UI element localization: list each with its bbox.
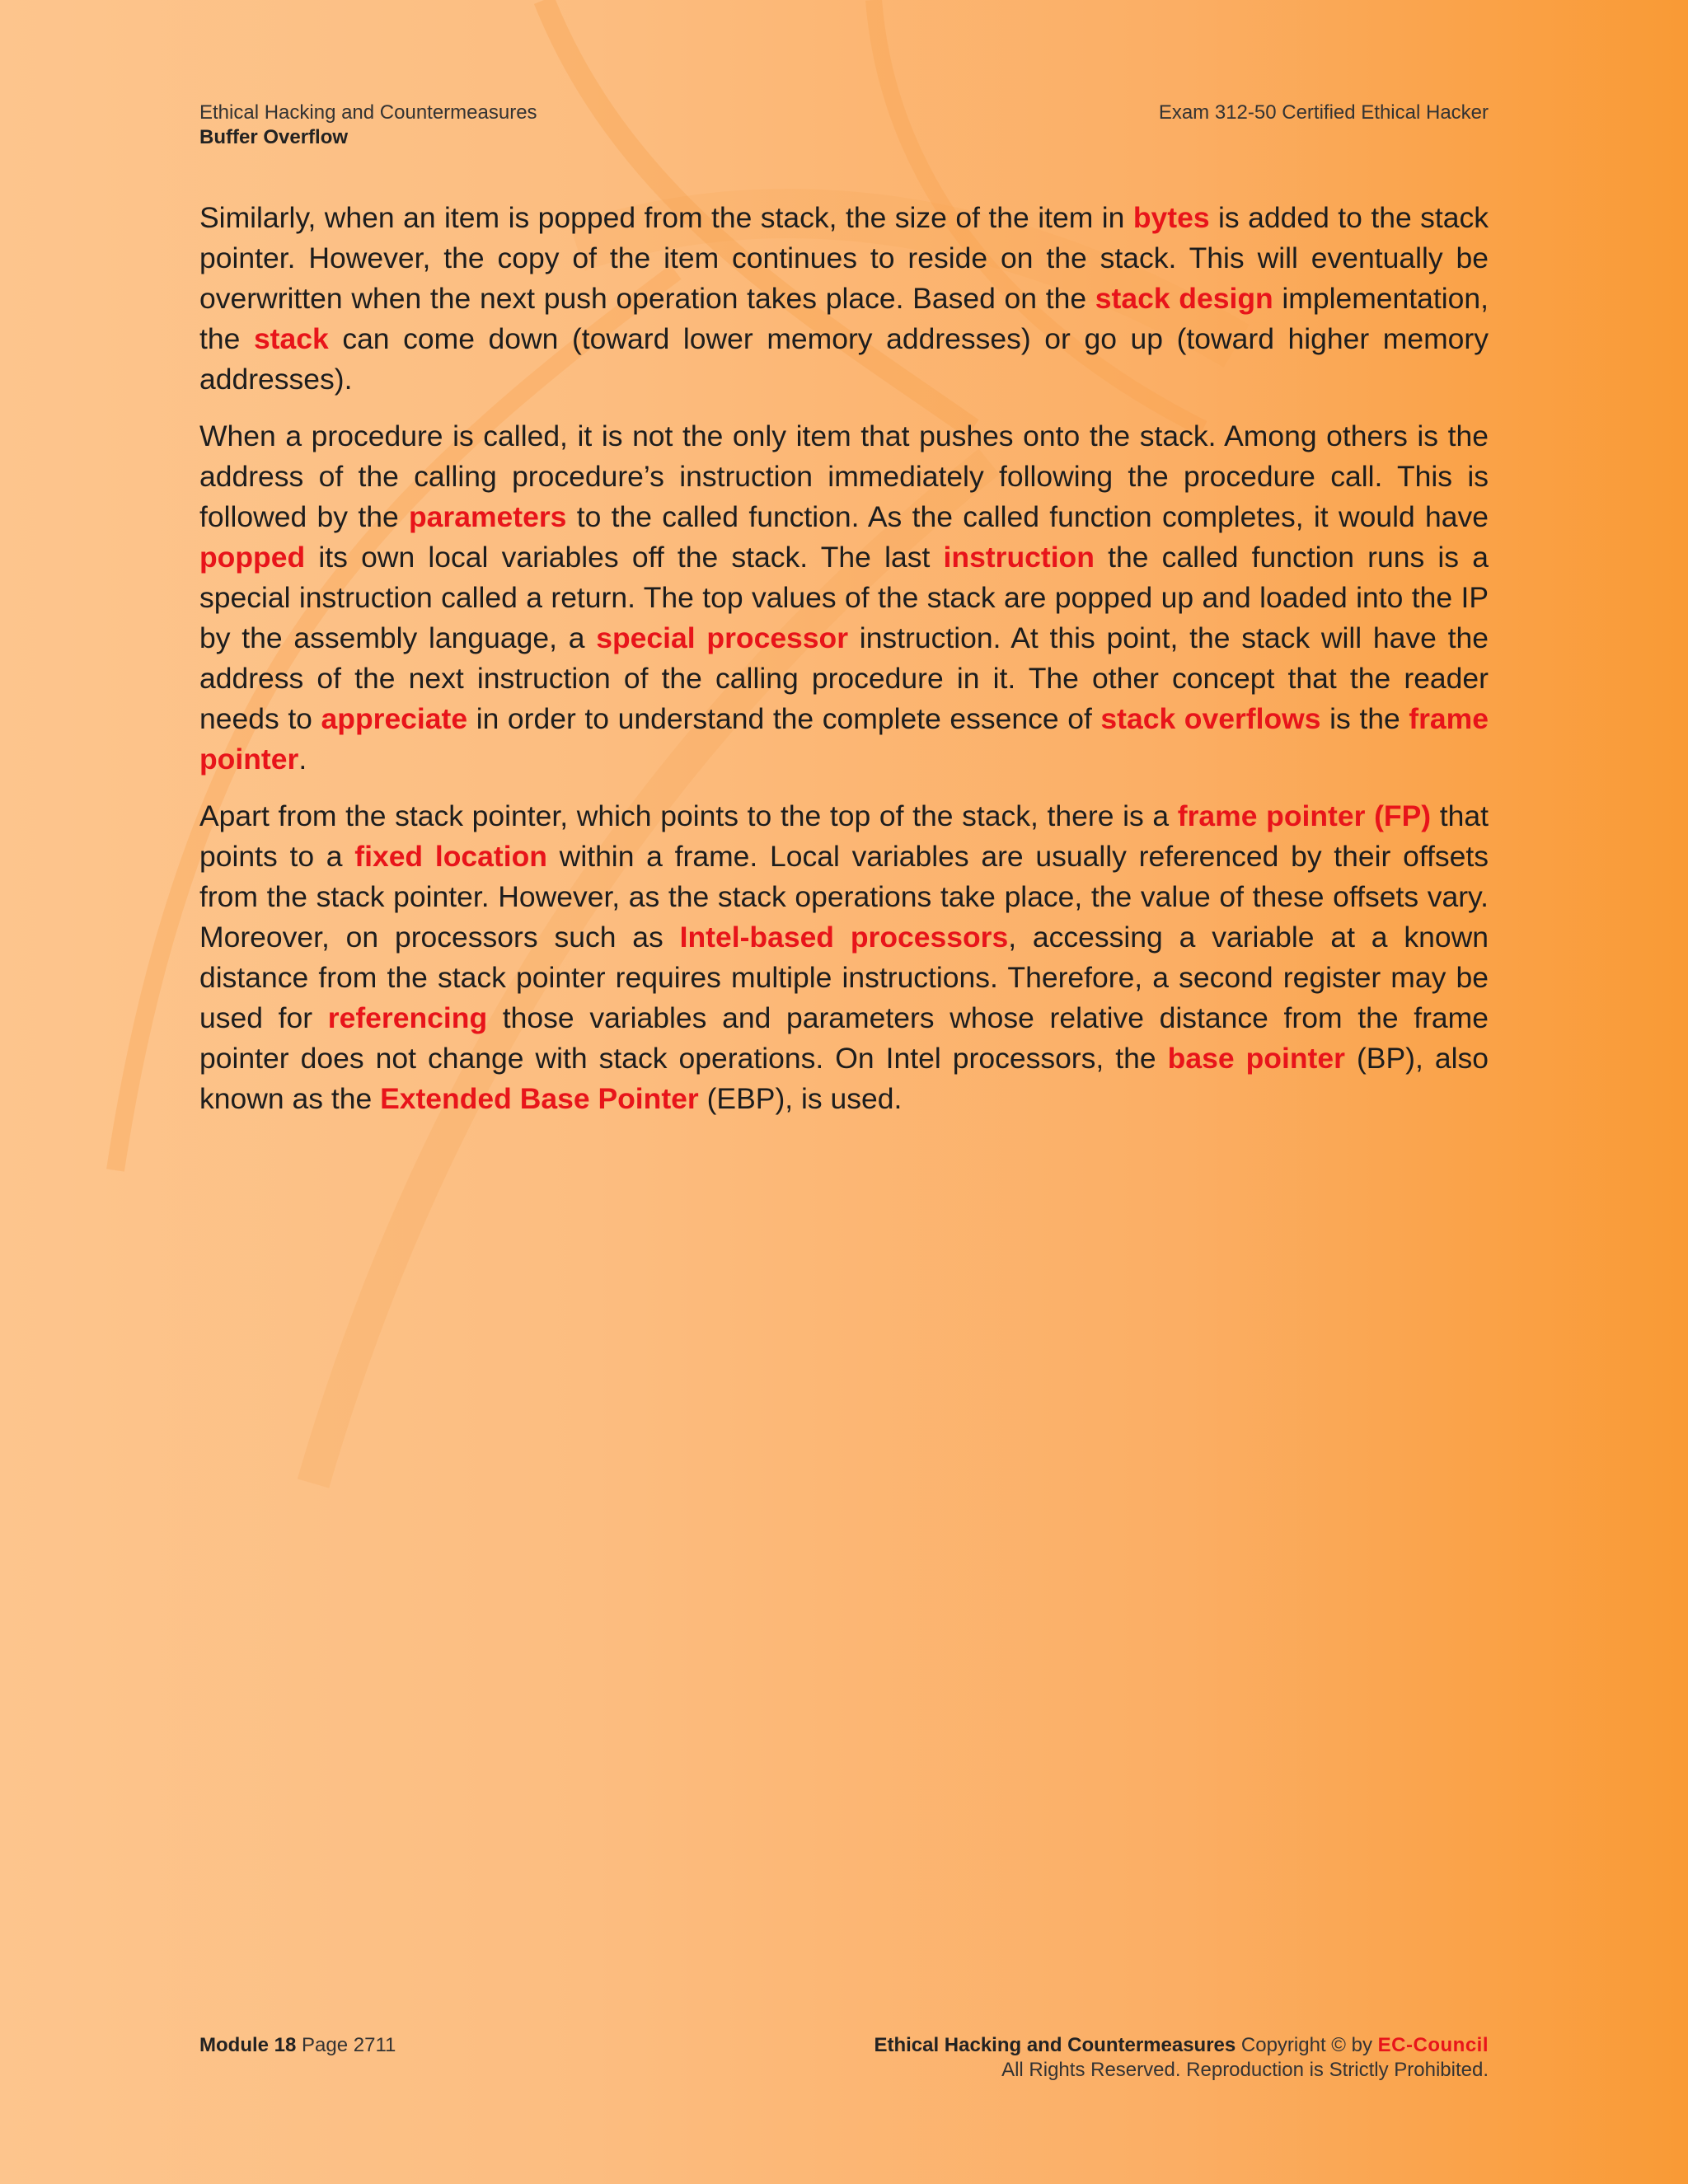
page-header-left <box>199 101 537 150</box>
paragraph-text: implementation, the <box>199 282 1489 355</box>
paragraph-text: is added to the stack pointer. However, the copy of the item continues to reside on the stack. This will eventually be overwritten when the next push operation takes place. Based on the <box>199 201 1489 315</box>
paragraph-text: in order to understand the complete essence of <box>467 702 1101 735</box>
footer-rights-text: All Rights Reserved. Reproduction is Strictly Prohibited. <box>1001 2059 1489 2081</box>
highlighted-keyword: popped <box>199 541 306 574</box>
body-paragraph <box>199 198 1489 400</box>
highlighted-keyword: Intel-based processors <box>679 921 1009 954</box>
footer-brand-logo: EC-Council <box>1377 2034 1489 2056</box>
paragraph-text: those variables and parameters whose relative distance from the frame pointer does not change with stack operations. On Intel processors, the <box>199 1001 1489 1075</box>
paragraph-text: Apart from the stack pointer, which points to the top of the stack, there is a <box>199 799 1178 832</box>
highlighted-keyword: Extended Base Pointer <box>380 1082 699 1115</box>
page-header-right <box>1159 101 1489 125</box>
header-exam-title: Exam 312-50 Certified Ethical Hacker <box>1158 101 1489 124</box>
body-paragraph <box>199 416 1489 780</box>
body-paragraph <box>199 796 1489 1119</box>
paragraph-text: , accessing a variable at a known distance from the stack pointer requires multiple instructions. Therefore, a second register may be used for <box>199 921 1489 1034</box>
footer-copyright-text: Copyright © by <box>1240 2034 1372 2056</box>
highlighted-keyword: stack <box>253 322 329 355</box>
paragraph-text: its own local variables off the stack. The last <box>305 541 944 574</box>
footer-copyright-title: Ethical Hacking and Countermeasures <box>874 2034 1236 2056</box>
highlighted-keyword: appreciate <box>321 702 468 735</box>
paragraph-text: (EBP), is used. <box>698 1082 903 1115</box>
paragraph-text: the called function runs is a special instruction called a return. The top values of the stack are popped up and loaded into the IP by the assembly language, a <box>199 541 1489 654</box>
page-footer-right <box>874 2033 1489 2083</box>
paragraph-text: When a procedure is called, it is not the only item that pushes onto the stack. Among others is the address of the calling procedure’s instruction immediately following the procedure call. This is followed by the <box>199 419 1489 533</box>
paragraph-text: to the called function. As the called function completes, it would have <box>566 500 1489 533</box>
paragraph-text: within a frame. Local variables are usually referenced by their offsets from the stack pointer. However, as the stack operations take place, the value of these offsets vary. Moreover, on processors such as <box>199 840 1489 954</box>
page-footer-left <box>199 2033 396 2058</box>
highlighted-keyword: special processor <box>596 621 849 654</box>
highlighted-keyword: base pointer <box>1167 1042 1345 1075</box>
paragraph-text: that points to a <box>199 799 1489 873</box>
footer-module-label: Module 18 <box>199 2034 297 2056</box>
header-chapter-title: Buffer Overflow <box>199 126 349 148</box>
paragraph-text: instruction. At this point, the stack will have the address of the next instruction of the calling procedure in it. The other concept that the reader needs to <box>199 621 1489 735</box>
paragraph-text: . <box>298 743 307 776</box>
highlighted-keyword: parameters <box>409 500 567 533</box>
highlighted-keyword: instruction <box>943 541 1095 574</box>
highlighted-keyword: fixed location <box>354 840 547 873</box>
highlighted-keyword: frame pointer (FP) <box>1177 799 1432 832</box>
paragraph-text: can come down (toward lower memory addresses) or go up (toward higher memory addresses). <box>199 322 1489 396</box>
highlighted-keyword: bytes <box>1132 201 1210 234</box>
header-course-title: Ethical Hacking and Countermeasures <box>199 101 537 124</box>
highlighted-keyword: stack overflows <box>1100 702 1321 735</box>
paragraph-text: Similarly, when an item is popped from the stack, the size of the item in <box>199 201 1133 234</box>
highlighted-keyword: referencing <box>327 1001 488 1034</box>
highlighted-keyword: frame pointer <box>199 702 1489 776</box>
paragraph-text: is the <box>1320 702 1409 735</box>
highlighted-keyword: stack design <box>1095 282 1273 315</box>
document-body <box>199 198 1489 1136</box>
paragraph-text: (BP), also known as the <box>199 1042 1489 1115</box>
footer-page-label: Page 2711 <box>302 2034 396 2056</box>
